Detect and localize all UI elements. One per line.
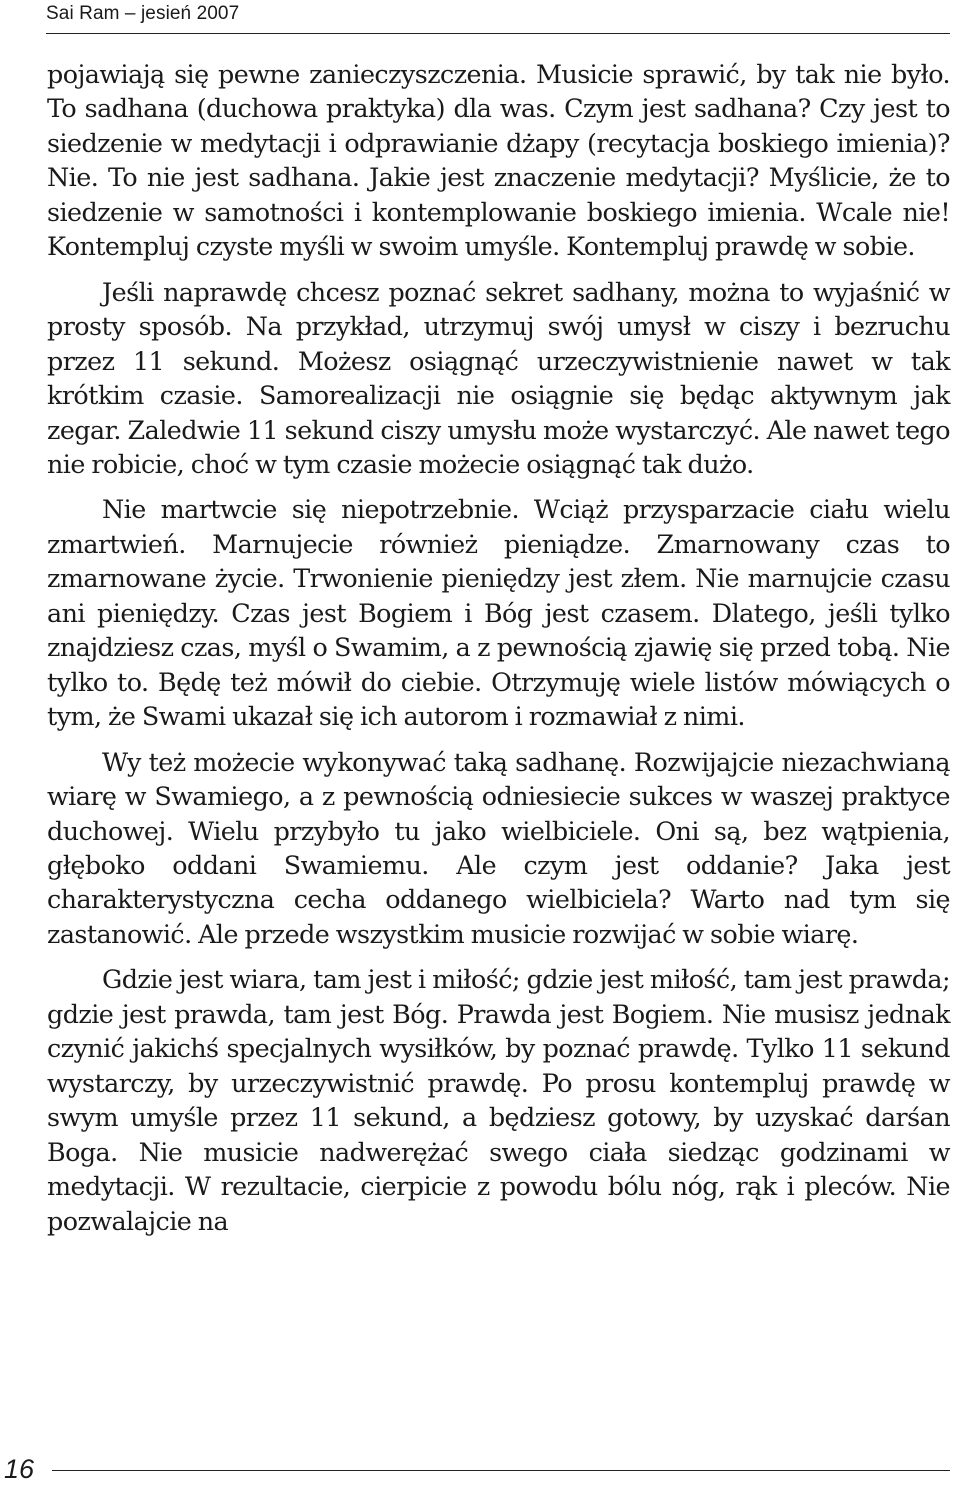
running-header: Sai Ram – jesień 2007 <box>46 3 240 24</box>
article-body <box>47 57 950 1249</box>
page-number: 16 <box>4 1454 35 1484</box>
footer-rule <box>52 1470 950 1471</box>
paragraph-4: Wy też możecie wykonywać taką sadhanę. Rozwijajcie niezachwianą wiarę w Swamiego, a z pewnością odniesiecie sukces w waszej praktyce duchowej. Wielu przybyło tu jako wielbiciele. Oni są, bez wątpienia, głęboko oddani Swamiemu. Ale czym jest oddanie? Jaka jest charakterystyczna cecha oddanego wielbiciela? Warto nad tym się zastanowić. Ale przede wszystkim musicie rozwijać w sobie wiarę. <box>47 746 950 949</box>
paragraph-2: Jeśli naprawdę chcesz poznać sekret sadhany, można to wyjaśnić w prosty sposób. Na przykład, utrzymuj swój umysł w ciszy i bezruchu przez 11 sekund. Możesz osiągnąć urzeczywistnienie nawet w tak krótkim czasie. Samorealizacji nie osiągnie się będąc aktywnym jak zegar. Zaledwie 11 sekund ciszy umysłu może wystarczyć. Ale nawet tego nie robicie, choć w tym czasie możecie osiągnąć tak dużo. <box>47 276 950 479</box>
paragraph-5: Gdzie jest wiara, tam jest i miłość; gdzie jest miłość, tam jest prawda; gdzie jest prawda, tam jest Bóg. Prawda jest Bogiem. Nie musisz jednak czynić jakichś specjalnych wysiłków, by poznać prawdę. Tylko 11 sekund wystarczy, by urzeczywistnić prawdę. Po prosu kontempluj prawdę w swym umyśle przez 11 sekund, a będziesz gotowy, by uzyskać darśan Boga. Nie musicie nadwerężać swego ciała siedząc godzinami w medytacji. W rezultacie, cierpicie z powodu bólu nóg, rąk i pleców. Nie pozwalajcie na <box>47 964 950 1236</box>
header-rule <box>46 33 950 34</box>
paragraph-3: Nie martwcie się niepotrzebnie. Wciąż przysparzacie ciału wielu zmartwień. Marnujecie również pieniądze. Zmarnowany czas to zmarnowane życie. Trwonienie pieniędzy jest złem. Nie marnujcie czasu ani pieniędzy. Czas jest Bogiem i Bóg jest czasem. Dlatego, jeśli tylko znajdziesz czas, myśl o Swamim, a z pewnością zjawię się przed tobą. Nie tylko to. Będę też mówił do ciebie. Otrzymuję wiele listów mówiących o tym, że Swami ukazał się ich autorom i rozmawiał z nimi. <box>47 494 950 732</box>
paragraph-1: pojawiają się pewne zanieczyszczenia. Musicie sprawić, by tak nie było. To sadhana (duchowa praktyka) dla was. Czym jest sadhana? Czy jest to siedzenie w medytacji i odprawianie dżapy (recytacja boskiego imienia)? Nie. To nie jest sadhana. Jakie jest znaczenie medytacji? Myślicie, że to siedzenie w samotności i kontemplowanie boskiego imienia. Wcale nie! Kontempluj czyste myśli w swoim umyśle. Kontempluj prawdę w sobie. <box>47 59 950 262</box>
